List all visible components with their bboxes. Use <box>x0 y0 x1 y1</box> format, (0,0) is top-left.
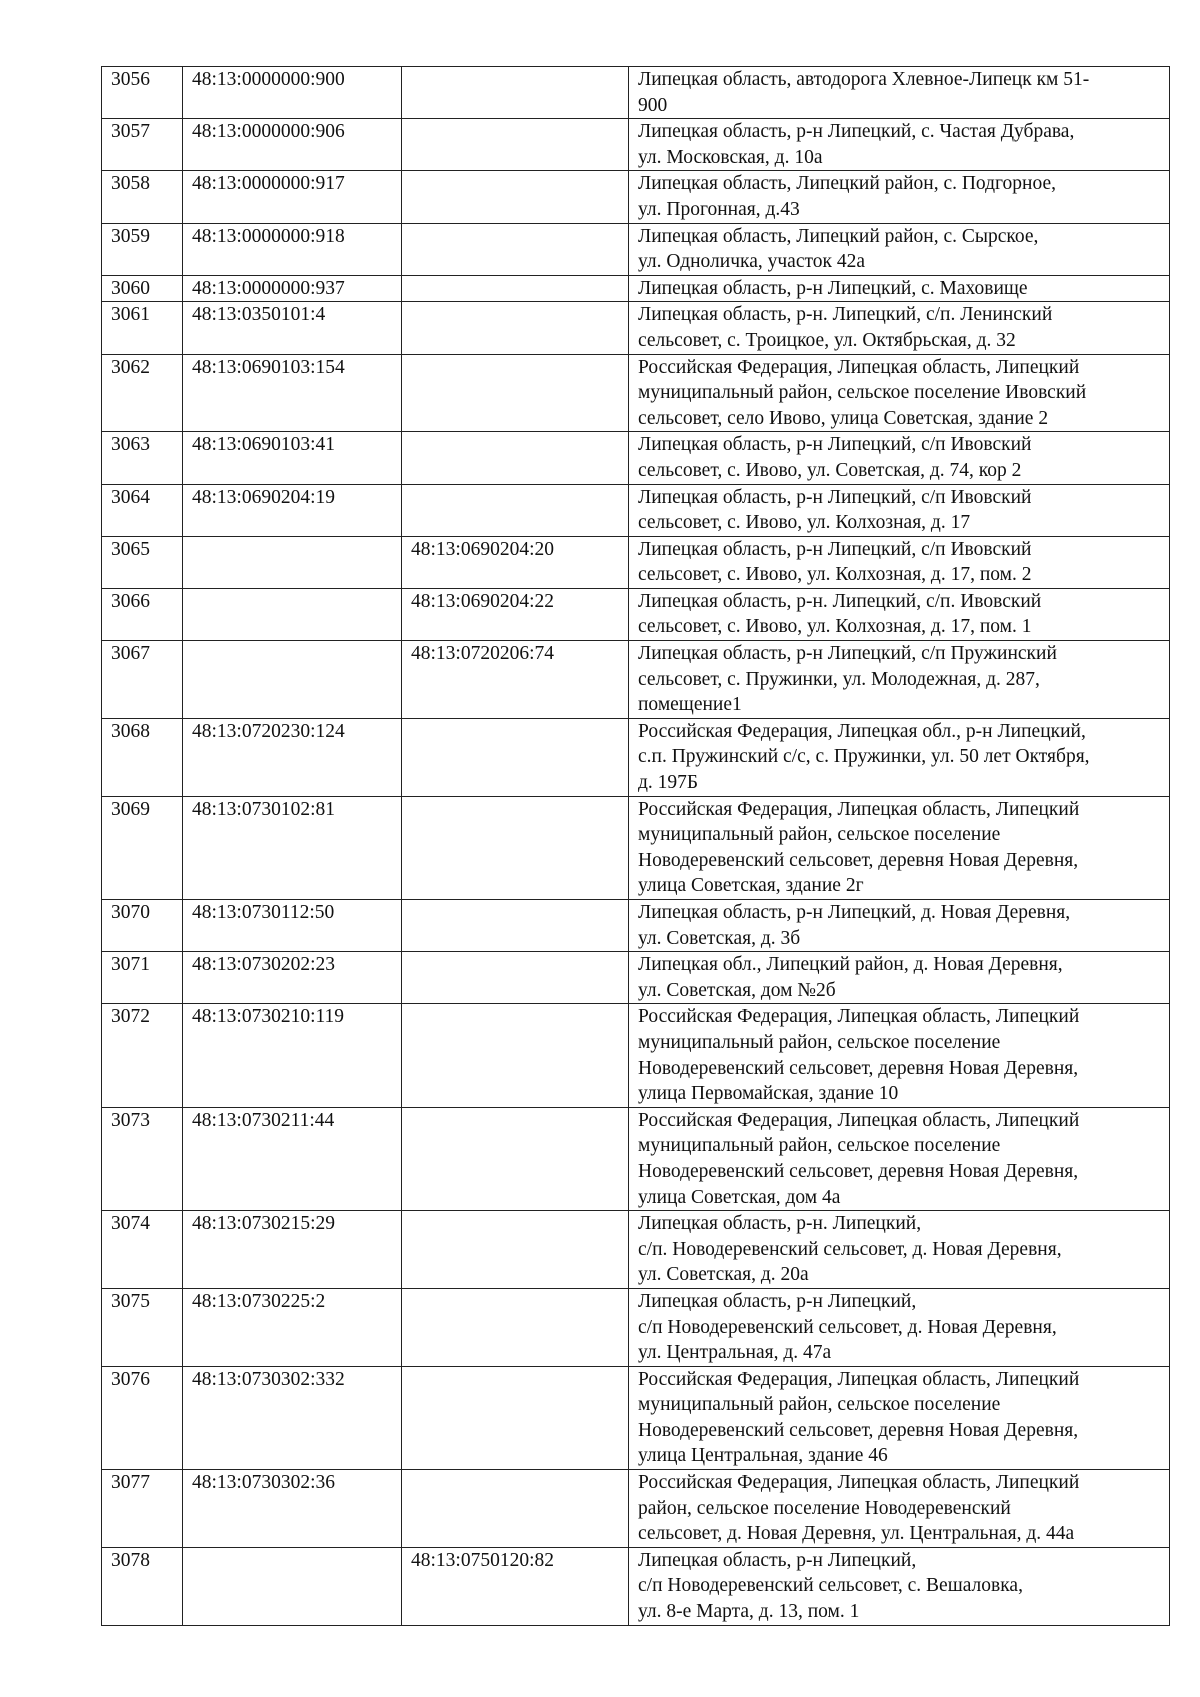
cadastral-number-cell: 48:13:0000000:918 <box>183 223 402 275</box>
address-cell: Липецкая область, р-н Липецкий, с/п Новодеревенский сельсовет, д. Новая Деревня, ул. Центральная, д. 47а <box>629 1288 1170 1366</box>
row-number-cell: 3056 <box>102 67 183 119</box>
table-row <box>102 641 1170 719</box>
address-cell: Липецкая область, р-н Липецкий, д. Новая Деревня, ул. Советская, д. 3б <box>629 900 1170 952</box>
table-row <box>102 1004 1170 1107</box>
table-row <box>102 67 1170 119</box>
row-number-cell: 3066 <box>102 588 183 640</box>
address-cell: Липецкая область, р-н Липецкий, с. Частая Дубрава, ул. Московская, д. 10а <box>629 119 1170 171</box>
cadastral-number-cell: 48:13:0730112:50 <box>183 900 402 952</box>
table-row <box>102 432 1170 484</box>
address-cell: Липецкая область, р-н Липецкий, с/п Ивовский сельсовет, с. Ивово, ул. Колхозная, д. 17 <box>629 484 1170 536</box>
address-cell: Липецкая область, р-н. Липецкий, с/п. Ивовский сельсовет, с. Ивово, ул. Колхозная, д. 17, пом. 1 <box>629 588 1170 640</box>
cadastral-number-cell: 48:13:0730225:2 <box>183 1288 402 1366</box>
table-row <box>102 588 1170 640</box>
premises-cadastral-number-cell: 48:13:0720206:74 <box>402 641 629 719</box>
table-row <box>102 354 1170 432</box>
address-cell: Российская Федерация, Липецкая обл., р-н Липецкий, с.п. Пружинский с/с, с. Пружинки, ул. 50 лет Октября, д. 197Б <box>629 718 1170 796</box>
row-number-cell: 3068 <box>102 718 183 796</box>
premises-cadastral-number-cell <box>402 718 629 796</box>
cadastral-number-cell: 48:13:0000000:906 <box>183 119 402 171</box>
premises-cadastral-number-cell <box>402 796 629 899</box>
address-cell: Липецкая область, р-н. Липецкий, с/п. Ленинский сельсовет, с. Троицкое, ул. Октябрьская, д. 32 <box>629 302 1170 354</box>
row-number-cell: 3075 <box>102 1288 183 1366</box>
table-row <box>102 1211 1170 1289</box>
table-row <box>102 171 1170 223</box>
premises-cadastral-number-cell <box>402 275 629 302</box>
cadastral-number-cell: 48:13:0000000:917 <box>183 171 402 223</box>
premises-cadastral-number-cell <box>402 302 629 354</box>
cadastral-number-cell: 48:13:0690103:154 <box>183 354 402 432</box>
table-row <box>102 718 1170 796</box>
address-cell: Российская Федерация, Липецкая область, Липецкий муниципальный район, сельское поселение Новодеревенский сельсовет, деревня Новая Деревня, улица Первомайская, здание 10 <box>629 1004 1170 1107</box>
row-number-cell: 3073 <box>102 1107 183 1210</box>
address-cell: Липецкая область, р-н Липецкий, с/п Пружинский сельсовет, с. Пружинки, ул. Молодежная, д. 287, помещение1 <box>629 641 1170 719</box>
table-row <box>102 119 1170 171</box>
table-row <box>102 302 1170 354</box>
premises-cadastral-number-cell <box>402 171 629 223</box>
cadastral-number-cell: 48:13:0350101:4 <box>183 302 402 354</box>
address-cell: Липецкая область, р-н Липецкий, с/п Ивовский сельсовет, с. Ивово, ул. Колхозная, д. 17, пом. 2 <box>629 536 1170 588</box>
row-number-cell: 3069 <box>102 796 183 899</box>
premises-cadastral-number-cell <box>402 354 629 432</box>
address-cell: Российская Федерация, Липецкая область, Липецкий район, сельское поселение Новодеревенский сельсовет, д. Новая Деревня, ул. Центральная, д. 44а <box>629 1470 1170 1548</box>
premises-cadastral-number-cell <box>402 432 629 484</box>
premises-cadastral-number-cell <box>402 119 629 171</box>
address-cell: Российская Федерация, Липецкая область, Липецкий муниципальный район, сельское поселение Новодеревенский сельсовет, деревня Новая Деревня, улица Советская, здание 2г <box>629 796 1170 899</box>
cadastral-number-cell: 48:13:0690204:19 <box>183 484 402 536</box>
row-number-cell: 3071 <box>102 952 183 1004</box>
cadastral-number-cell <box>183 641 402 719</box>
cadastral-number-cell: 48:13:0730211:44 <box>183 1107 402 1210</box>
row-number-cell: 3072 <box>102 1004 183 1107</box>
premises-cadastral-number-cell <box>402 952 629 1004</box>
premises-cadastral-number-cell <box>402 484 629 536</box>
table-row <box>102 223 1170 275</box>
row-number-cell: 3065 <box>102 536 183 588</box>
row-number-cell: 3077 <box>102 1470 183 1548</box>
premises-cadastral-number-cell: 48:13:0750120:82 <box>402 1547 629 1625</box>
address-cell: Российская Федерация, Липецкая область, Липецкий муниципальный район, сельское поселение Новодеревенский сельсовет, деревня Новая Деревня, улица Советская, дом 4а <box>629 1107 1170 1210</box>
table-row <box>102 484 1170 536</box>
address-cell: Липецкая область, Липецкий район, с. Сырское, ул. Одноличка, участок 42а <box>629 223 1170 275</box>
address-cell: Липецкая область, р-н. Липецкий, с/п. Новодеревенский сельсовет, д. Новая Деревня, ул. Советская, д. 20а <box>629 1211 1170 1289</box>
cadastral-number-cell: 48:13:0730302:332 <box>183 1366 402 1469</box>
row-number-cell: 3060 <box>102 275 183 302</box>
row-number-cell: 3059 <box>102 223 183 275</box>
table-row <box>102 796 1170 899</box>
table-row <box>102 275 1170 302</box>
table-row <box>102 1547 1170 1625</box>
premises-cadastral-number-cell <box>402 1211 629 1289</box>
address-cell: Российская Федерация, Липецкая область, Липецкий муниципальный район, сельское поселение Новодеревенский сельсовет, деревня Новая Деревня, улица Центральная, здание 46 <box>629 1366 1170 1469</box>
address-cell: Липецкая область, Липецкий район, с. Подгорное, ул. Прогонная, д.43 <box>629 171 1170 223</box>
row-number-cell: 3070 <box>102 900 183 952</box>
cadastral-number-cell <box>183 536 402 588</box>
cadastral-number-cell: 48:13:0730215:29 <box>183 1211 402 1289</box>
premises-cadastral-number-cell <box>402 1107 629 1210</box>
address-cell: Липецкая область, р-н Липецкий, с/п Ивовский сельсовет, с. Ивово, ул. Советская, д. 74, кор 2 <box>629 432 1170 484</box>
table-row <box>102 536 1170 588</box>
cadastral-number-cell: 48:13:0690103:41 <box>183 432 402 484</box>
premises-cadastral-number-cell <box>402 1004 629 1107</box>
row-number-cell: 3057 <box>102 119 183 171</box>
premises-cadastral-number-cell: 48:13:0690204:20 <box>402 536 629 588</box>
address-cell: Липецкая обл., Липецкий район, д. Новая Деревня, ул. Советская, дом №2б <box>629 952 1170 1004</box>
table-row <box>102 1107 1170 1210</box>
row-number-cell: 3076 <box>102 1366 183 1469</box>
cadastral-number-cell <box>183 1547 402 1625</box>
cadastral-number-cell: 48:13:0730102:81 <box>183 796 402 899</box>
address-cell: Российская Федерация, Липецкая область, Липецкий муниципальный район, сельское поселение Ивовский сельсовет, село Ивово, улица Советская, здание 2 <box>629 354 1170 432</box>
address-cell: Липецкая область, р-н Липецкий, с/п Новодеревенский сельсовет, с. Вешаловка, ул. 8-е Марта, д. 13, пом. 1 <box>629 1547 1170 1625</box>
premises-cadastral-number-cell <box>402 1366 629 1469</box>
premises-cadastral-number-cell <box>402 1470 629 1548</box>
premises-cadastral-number-cell <box>402 1288 629 1366</box>
table-row <box>102 900 1170 952</box>
row-number-cell: 3062 <box>102 354 183 432</box>
cadastral-number-cell: 48:13:0730202:23 <box>183 952 402 1004</box>
row-number-cell: 3074 <box>102 1211 183 1289</box>
cadastral-number-cell: 48:13:0730302:36 <box>183 1470 402 1548</box>
row-number-cell: 3078 <box>102 1547 183 1625</box>
row-number-cell: 3061 <box>102 302 183 354</box>
registry-table-body <box>102 67 1170 1626</box>
address-cell: Липецкая область, р-н Липецкий, с. Маховище <box>629 275 1170 302</box>
table-row <box>102 1366 1170 1469</box>
row-number-cell: 3064 <box>102 484 183 536</box>
cadastral-number-cell <box>183 588 402 640</box>
address-cell: Липецкая область, автодорога Хлевное-Липецк км 51- 900 <box>629 67 1170 119</box>
row-number-cell: 3058 <box>102 171 183 223</box>
table-row <box>102 952 1170 1004</box>
cadastral-number-cell: 48:13:0000000:900 <box>183 67 402 119</box>
table-row <box>102 1470 1170 1548</box>
row-number-cell: 3063 <box>102 432 183 484</box>
premises-cadastral-number-cell: 48:13:0690204:22 <box>402 588 629 640</box>
row-number-cell: 3067 <box>102 641 183 719</box>
table-row <box>102 1288 1170 1366</box>
cadastral-number-cell: 48:13:0730210:119 <box>183 1004 402 1107</box>
premises-cadastral-number-cell <box>402 67 629 119</box>
registry-table <box>101 66 1170 1626</box>
cadastral-number-cell: 48:13:0720230:124 <box>183 718 402 796</box>
cadastral-number-cell: 48:13:0000000:937 <box>183 275 402 302</box>
premises-cadastral-number-cell <box>402 900 629 952</box>
premises-cadastral-number-cell <box>402 223 629 275</box>
